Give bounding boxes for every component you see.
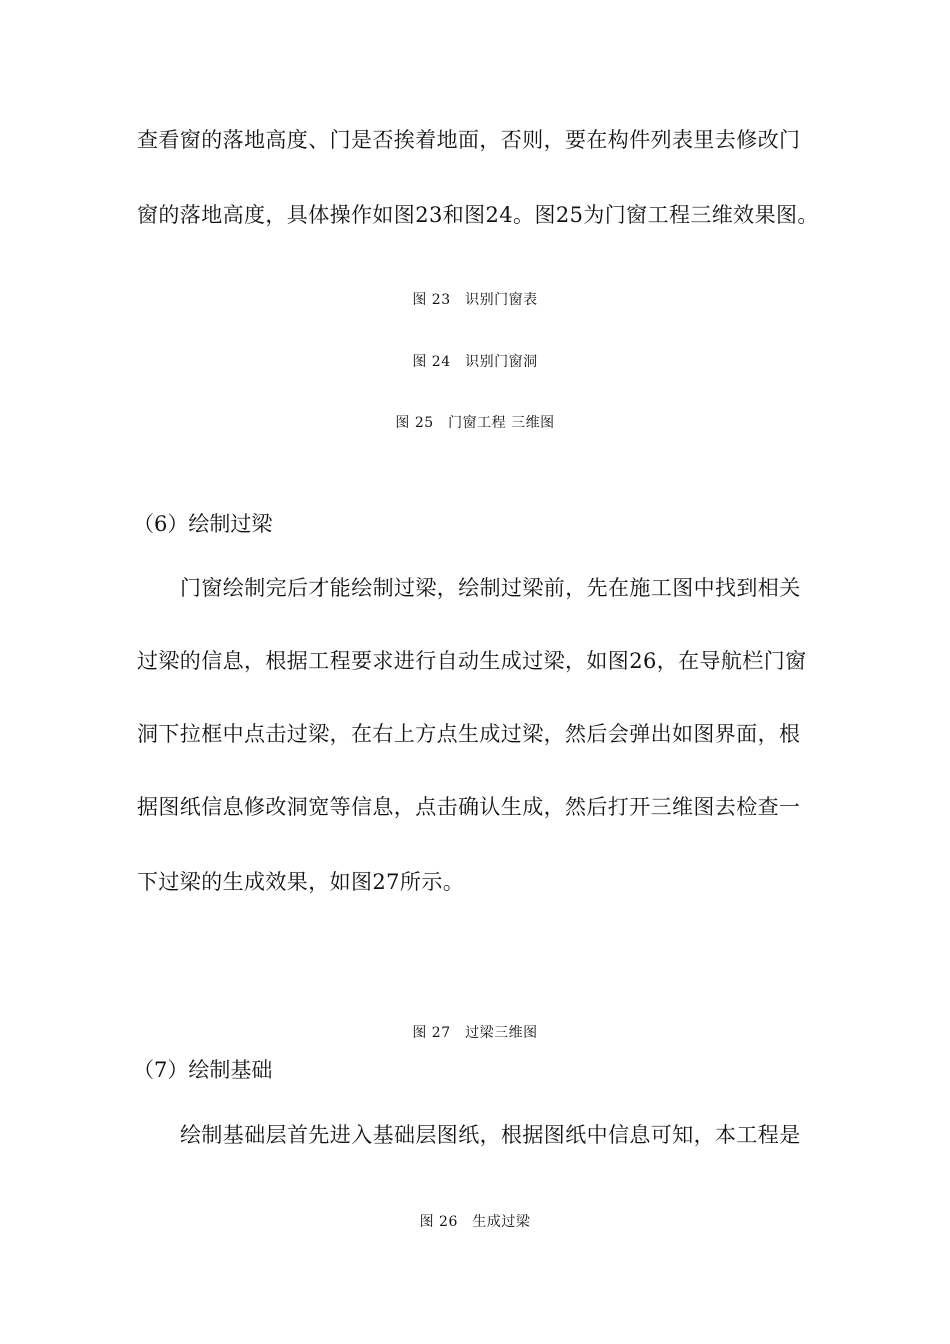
paragraph-line: 洞下拉框中点击过梁，在右上方点生成过梁，然后会弹出如图界面，根 (137, 722, 801, 746)
section-heading-6: （6）绘制过梁 (133, 512, 273, 536)
paragraph-line: 过梁的信息，根据工程要求进行自动生成过梁，如图26，在导航栏门窗 (137, 649, 807, 673)
paragraph-line: 门窗绘制完后才能绘制过梁，绘制过梁前，先在施工图中找到相关 (180, 576, 801, 600)
figure-caption-26: 图 26 生成过梁 (419, 1214, 531, 1230)
paragraph-line: 窗的落地高度，具体操作如图23和图24。图25为门窗工程三维效果图。 (137, 203, 819, 227)
paragraph-line: 据图纸信息修改洞宽等信息，点击确认生成，然后打开三维图去检查一 (137, 795, 801, 819)
figure-caption-27: 图 27 过梁三维图 (412, 1025, 538, 1041)
figure-caption-24: 图 24 识别门窗洞 (412, 354, 538, 370)
section-heading-7: （7）绘制基础 (133, 1058, 273, 1082)
paragraph-line: 绘制基础层首先进入基础层图纸，根据图纸中信息可知，本工程是 (180, 1123, 801, 1147)
paragraph-line: 下过梁的生成效果，如图27所示。 (137, 870, 465, 894)
figure-caption-23: 图 23 识别门窗表 (412, 292, 538, 308)
paragraph-line: 查看窗的落地高度、门是否挨着地面，否则，要在构件列表里去修改门 (137, 128, 801, 152)
figure-caption-25: 图 25 门窗工程 三维图 (395, 415, 555, 431)
